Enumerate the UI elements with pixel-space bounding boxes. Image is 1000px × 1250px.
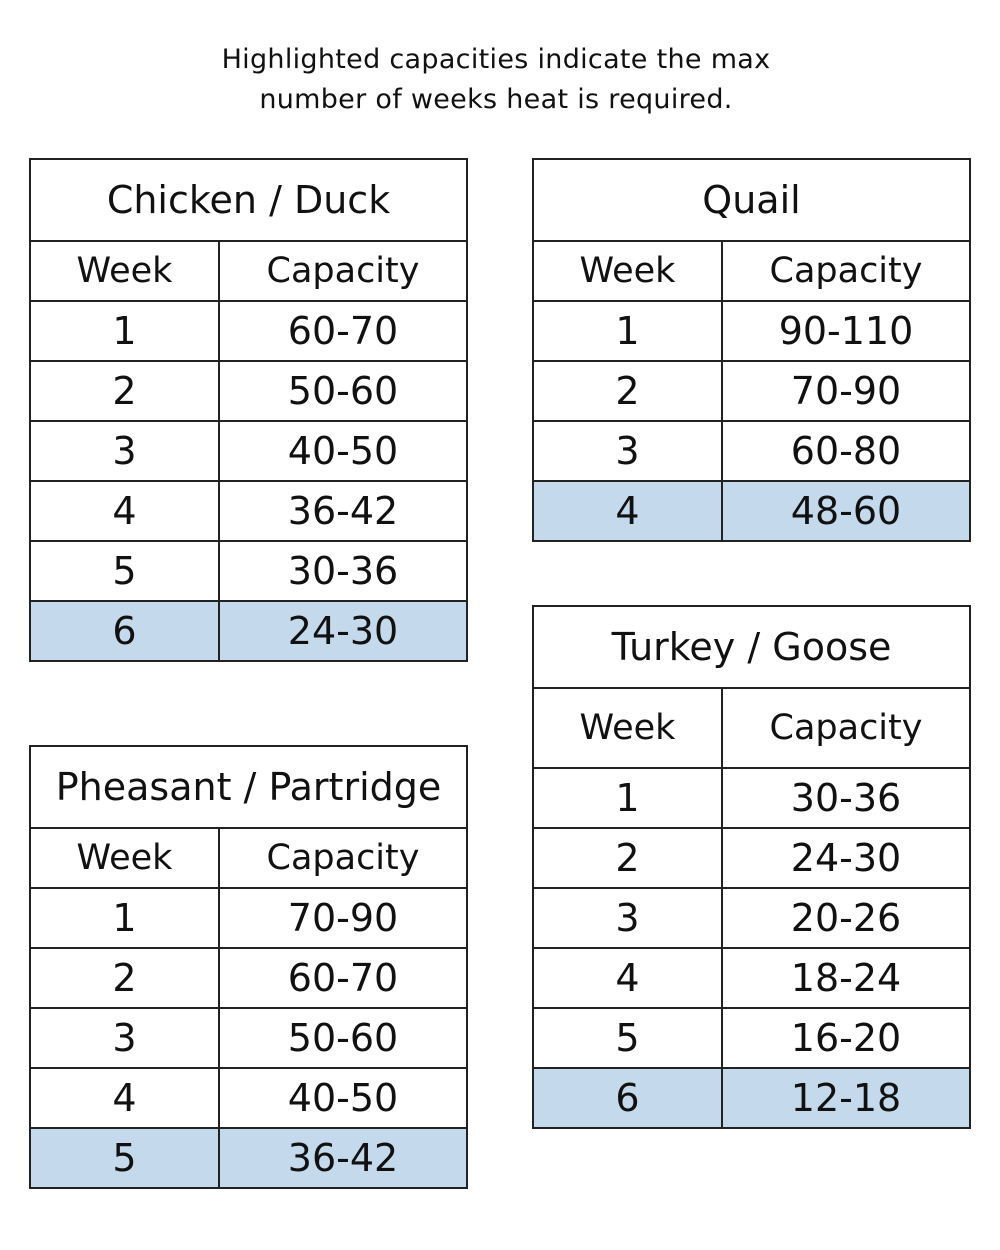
highlighted-row	[533, 1068, 970, 1128]
capacity-cell: 24-30	[219, 601, 467, 661]
week-cell: 6	[533, 1068, 722, 1128]
table-row	[533, 888, 970, 948]
turkey-goose-table	[532, 605, 971, 1129]
week-cell: 5	[533, 1008, 722, 1068]
table-row	[533, 1008, 970, 1068]
table-title-row	[533, 159, 970, 241]
week-cell: 1	[30, 301, 219, 361]
table-title-row	[533, 606, 970, 688]
capacity-cell: 24-30	[722, 828, 970, 888]
table-header-row	[533, 241, 970, 301]
week-cell: 5	[30, 541, 219, 601]
capacity-cell: 30-36	[219, 541, 467, 601]
capacity-cell: 30-36	[722, 768, 970, 828]
capacity-cell: 18-24	[722, 948, 970, 1008]
table-row	[30, 541, 467, 601]
capacity-cell: 60-80	[722, 421, 970, 481]
table-row	[30, 361, 467, 421]
table-title: Pheasant / Partridge	[30, 746, 467, 828]
table-row	[533, 768, 970, 828]
table-row	[30, 888, 467, 948]
table-row	[30, 421, 467, 481]
intro-line-2: number of weeks heat is required.	[259, 84, 733, 115]
table-row	[533, 301, 970, 361]
capacity-cell: 36-42	[219, 1128, 467, 1188]
capacity-cell: 48-60	[722, 481, 970, 541]
capacity-cell: 40-50	[219, 1068, 467, 1128]
week-cell: 4	[533, 948, 722, 1008]
capacity-cell: 40-50	[219, 421, 467, 481]
capacity-cell: 70-90	[722, 361, 970, 421]
capacity-cell: 16-20	[722, 1008, 970, 1068]
week-cell: 2	[30, 948, 219, 1008]
week-header: Week	[533, 241, 722, 301]
pheasant-partridge-table	[29, 745, 468, 1189]
highlighted-row	[30, 601, 467, 661]
table-row	[30, 481, 467, 541]
table-title: Quail	[533, 159, 970, 241]
table-header-row	[30, 828, 467, 888]
table-row	[30, 1068, 467, 1128]
table-row	[30, 1008, 467, 1068]
capacity-cell: 36-42	[219, 481, 467, 541]
week-cell: 2	[533, 828, 722, 888]
table-title: Turkey / Goose	[533, 606, 970, 688]
highlighted-row	[533, 481, 970, 541]
table-row	[533, 828, 970, 888]
table-row	[533, 361, 970, 421]
week-cell: 4	[30, 481, 219, 541]
table-title-row	[30, 746, 467, 828]
week-cell: 4	[30, 1068, 219, 1128]
capacity-cell: 50-60	[219, 1008, 467, 1068]
week-cell: 1	[533, 768, 722, 828]
table-row	[533, 421, 970, 481]
table-title: Chicken / Duck	[30, 159, 467, 241]
intro-note	[0, 40, 992, 120]
chicken-duck-table	[29, 158, 468, 662]
week-cell: 6	[30, 601, 219, 661]
week-cell: 1	[30, 888, 219, 948]
capacity-header: Capacity	[219, 828, 467, 888]
highlighted-row	[30, 1128, 467, 1188]
capacity-cell: 50-60	[219, 361, 467, 421]
capacity-cell: 12-18	[722, 1068, 970, 1128]
capacity-header: Capacity	[219, 241, 467, 301]
week-header: Week	[30, 241, 219, 301]
week-header: Week	[30, 828, 219, 888]
intro-line-1: Highlighted capacities indicate the max	[221, 44, 771, 75]
week-cell: 5	[30, 1128, 219, 1188]
table-title-row	[30, 159, 467, 241]
table-row	[30, 301, 467, 361]
week-cell: 2	[533, 361, 722, 421]
capacity-cell: 20-26	[722, 888, 970, 948]
quail-table	[532, 158, 971, 542]
capacity-header: Capacity	[722, 688, 970, 768]
table-row	[533, 948, 970, 1008]
week-cell: 2	[30, 361, 219, 421]
week-cell: 3	[533, 888, 722, 948]
week-cell: 4	[533, 481, 722, 541]
capacity-cell: 90-110	[722, 301, 970, 361]
week-cell: 3	[533, 421, 722, 481]
capacity-cell: 60-70	[219, 301, 467, 361]
capacity-header: Capacity	[722, 241, 970, 301]
week-cell: 3	[30, 1008, 219, 1068]
table-header-row	[533, 688, 970, 768]
table-row	[30, 948, 467, 1008]
week-header: Week	[533, 688, 722, 768]
capacity-cell: 70-90	[219, 888, 467, 948]
table-header-row	[30, 241, 467, 301]
week-cell: 1	[533, 301, 722, 361]
week-cell: 3	[30, 421, 219, 481]
capacity-cell: 60-70	[219, 948, 467, 1008]
